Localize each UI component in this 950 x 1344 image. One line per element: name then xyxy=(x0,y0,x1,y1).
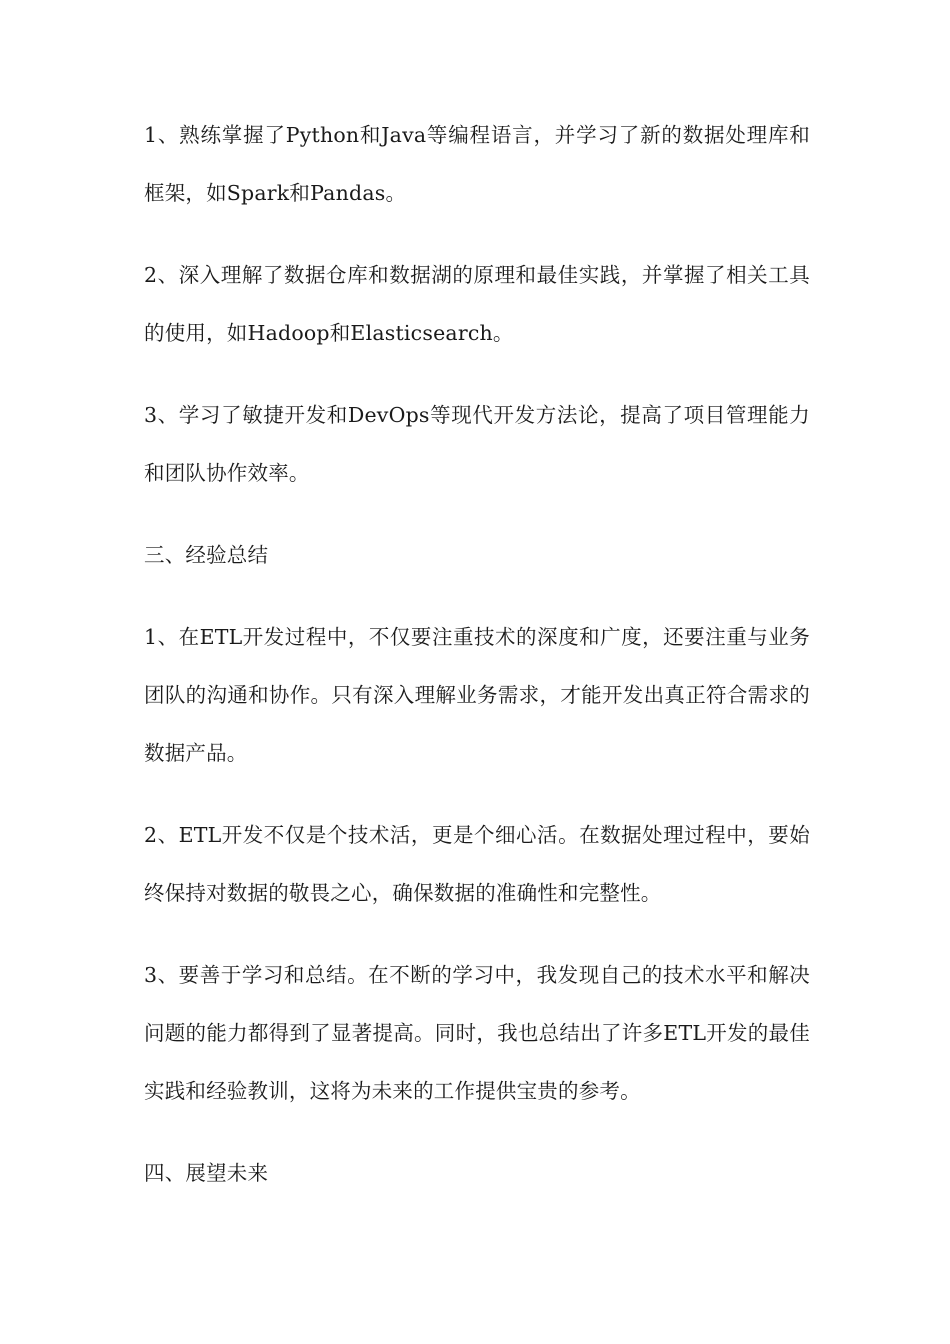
experience-item-1: 1、在ETL开发过程中，不仅要注重技术的深度和广度，还要注重与业务团队的沟通和协作。只有深入理解业务需求，才能开发出真正符合需求的数据产品。 xyxy=(144,625,810,765)
experience-item-3: 3、要善于学习和总结。在不断的学习中，我发现自己的技术水平和解决问题的能力都得到了显著提高。同时，我也总结出了许多ETL开发的最佳实践和经验教训，这将为未来的工作提供宝贵的参考。 xyxy=(144,963,810,1103)
skill-item-2: 2、深入理解了数据仓库和数据湖的原理和最佳实践，并掌握了相关工具的使用，如Hadoop和Elasticsearch。 xyxy=(144,263,810,345)
document-body xyxy=(144,106,810,1226)
section-heading-future-outlook: 四、展望未来 xyxy=(144,1161,269,1185)
section-heading-experience-summary: 三、经验总结 xyxy=(144,543,269,567)
skill-item-1: 1、熟练掌握了Python和Java等编程语言，并学习了新的数据处理库和框架，如Spark和Pandas。 xyxy=(144,123,810,205)
skill-item-3: 3、学习了敏捷开发和DevOps等现代开发方法论，提高了项目管理能力和团队协作效率。 xyxy=(144,403,810,485)
experience-item-2: 2、ETL开发不仅是个技术活，更是个细心活。在数据处理过程中，要始终保持对数据的敬畏之心，确保数据的准确性和完整性。 xyxy=(144,823,810,905)
